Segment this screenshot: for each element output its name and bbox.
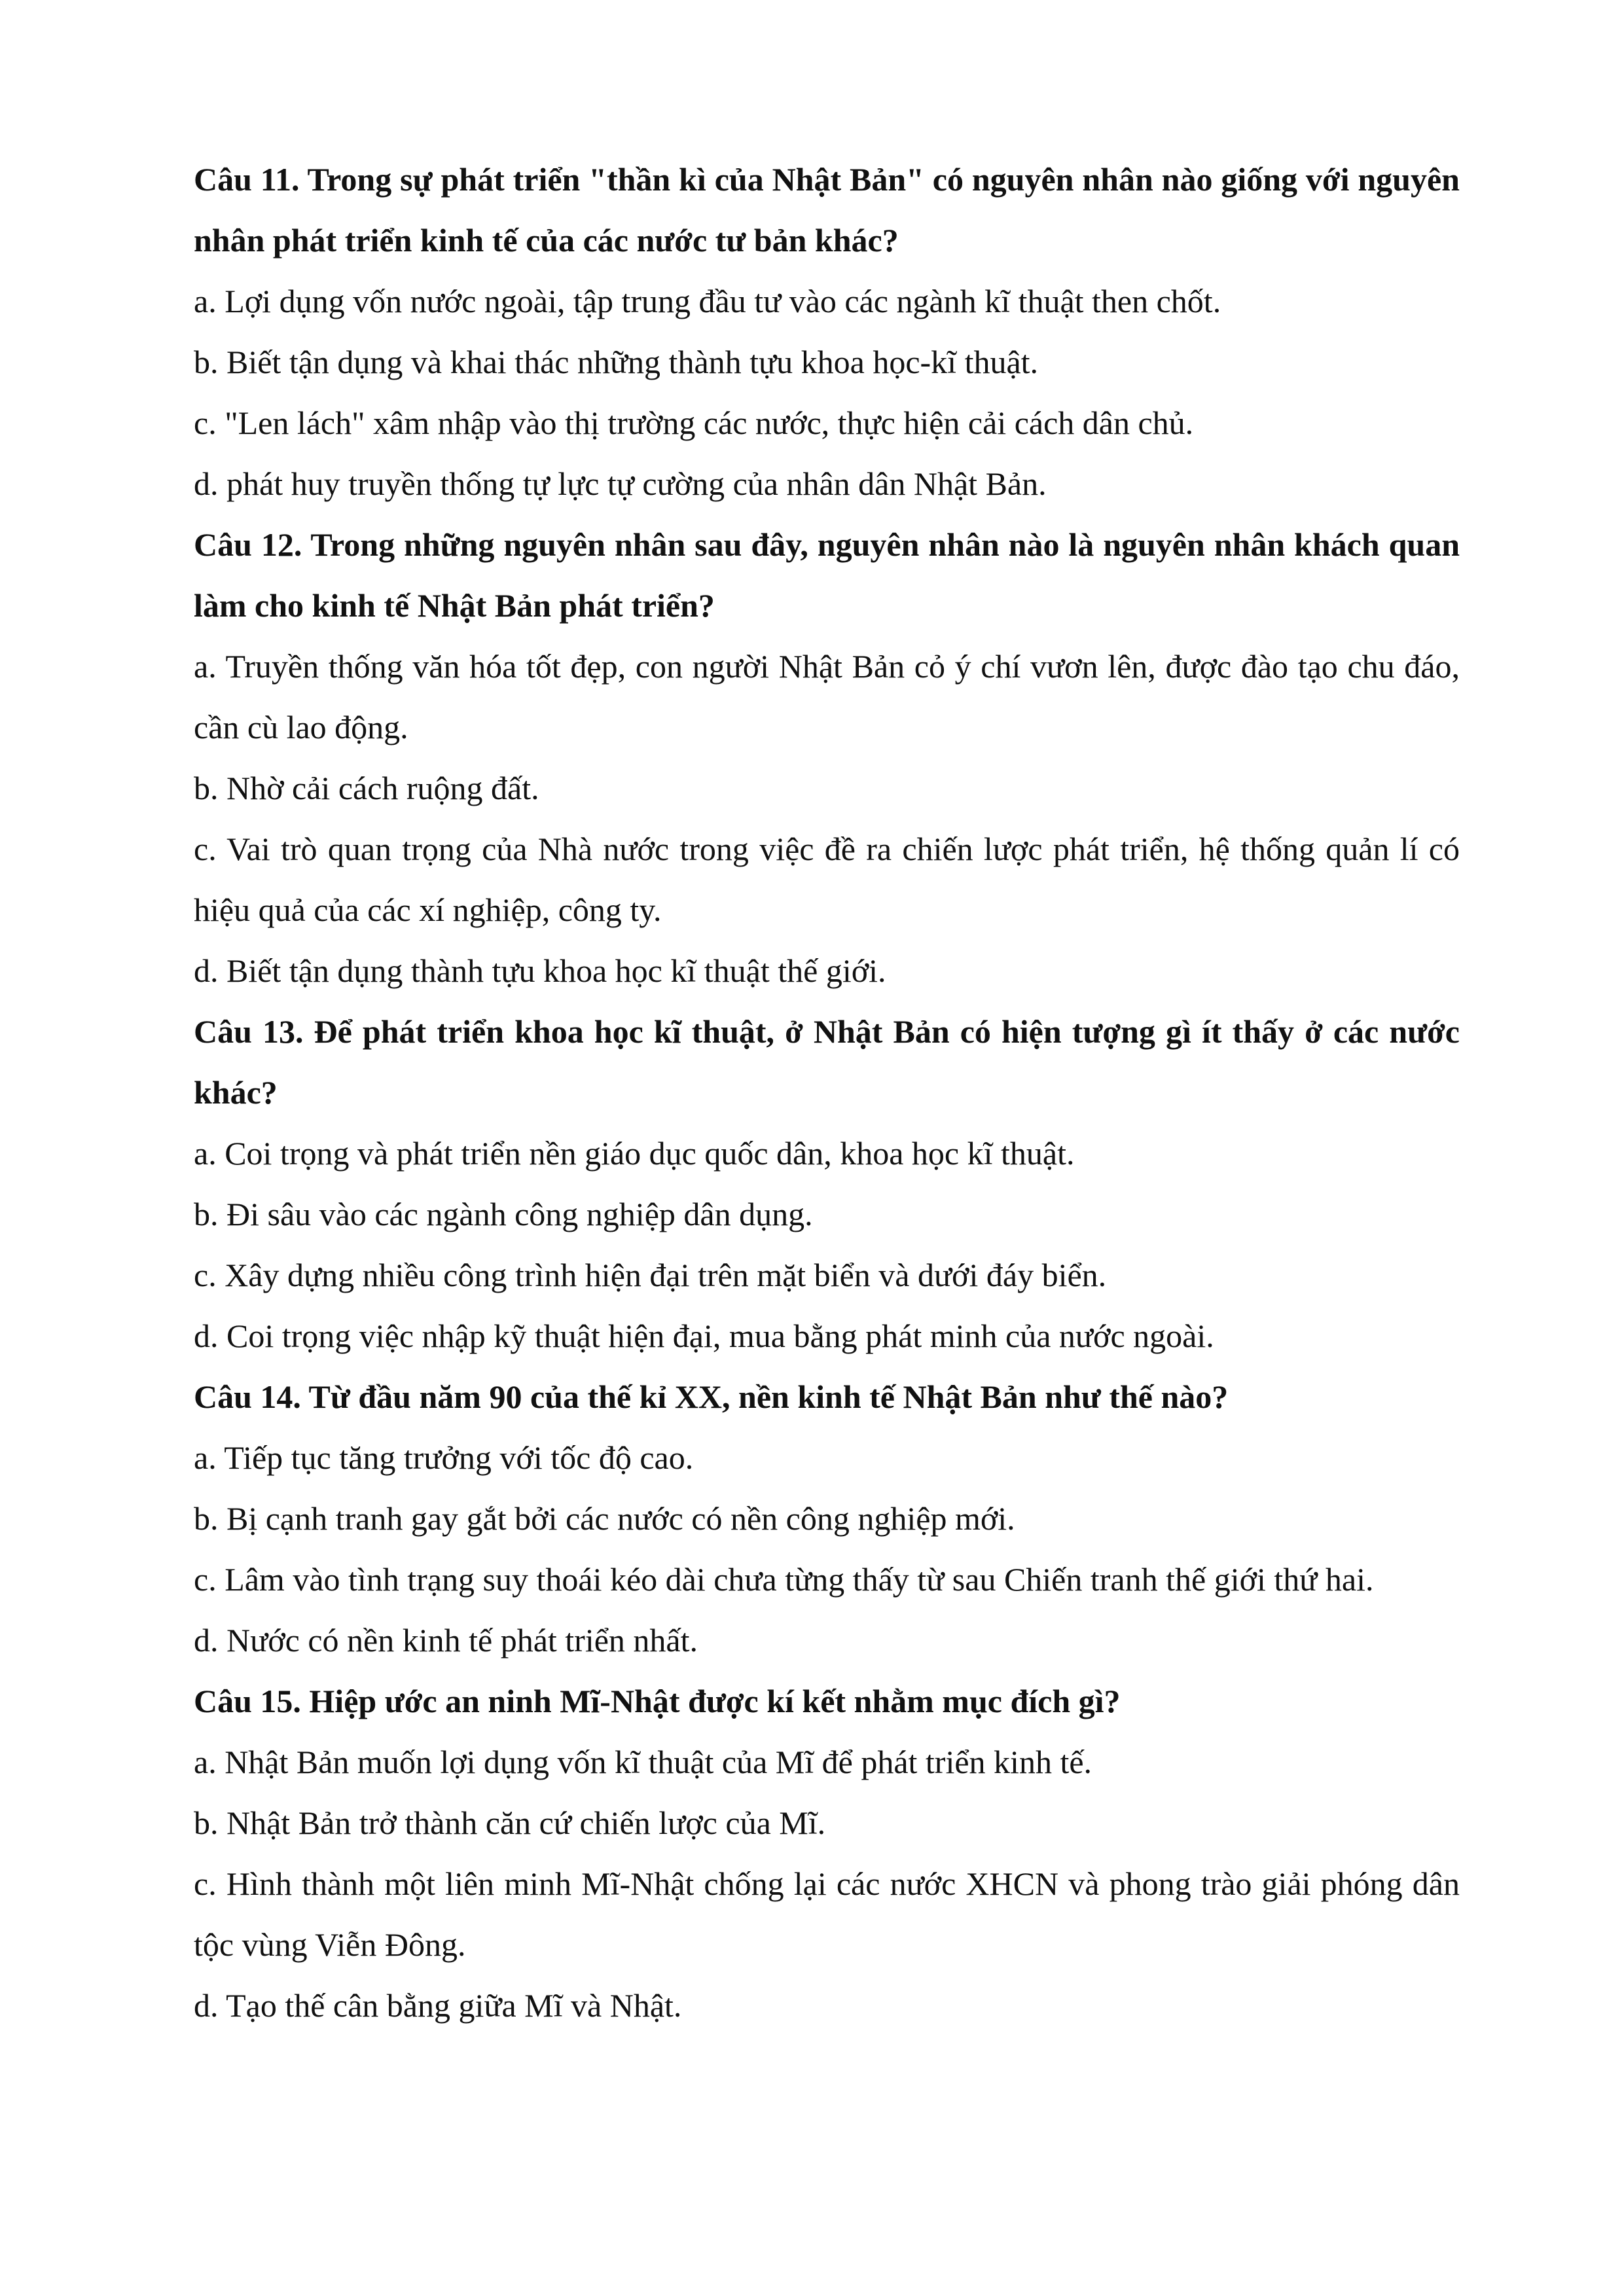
question-14: [194, 1367, 1460, 1671]
option-d: d. Tạo thế cân bằng giữa Mĩ và Nhật.: [194, 1987, 682, 2024]
document-page: [194, 149, 1460, 2036]
option-d: d. phát huy truyền thống tự lực tự cường của nhân dân Nhật Bản.: [194, 465, 1047, 502]
option-c: c. "Len lách" xâm nhập vào thị trường các nước, thực hiện cải cách dân chủ.: [194, 404, 1194, 441]
option-a: a. Nhật Bản muốn lợi dụng vốn kĩ thuật của Mĩ để phát triển kinh tế.: [194, 1744, 1092, 1780]
option-b: b. Bị cạnh tranh gay gắt bởi các nước có nền công nghiệp mới.: [194, 1500, 1015, 1537]
option-a: a. Coi trọng và phát triển nền giáo dục quốc dân, khoa học kĩ thuật.: [194, 1135, 1075, 1172]
option-b: b. Biết tận dụng và khai thác những thành tựu khoa học-kĩ thuật.: [194, 344, 1039, 380]
option-a: a. Tiếp tục tăng trưởng với tốc độ cao.: [194, 1439, 694, 1476]
option-c: c. Vai trò quan trọng của Nhà nước trong việc đề ra chiến lược phát triển, hệ thống quản lí có hiệu quả của các xí nghiệp, công ty.: [194, 831, 1460, 928]
question-text: Câu 15. Hiệp ước an ninh Mĩ-Nhật được kí kết nhằm mục đích gì?: [194, 1683, 1121, 1719]
question-13: [194, 1001, 1460, 1367]
question-text: Câu 12. Trong những nguyên nhân sau đây, nguyên nhân nào là nguyên nhân khách quan làm cho kinh tế Nhật Bản phát triển?: [194, 526, 1460, 624]
option-b: b. Đi sâu vào các ngành công nghiệp dân dụng.: [194, 1196, 813, 1232]
option-c: c. Xây dựng nhiều công trình hiện đại trên mặt biển và dưới đáy biển.: [194, 1257, 1107, 1293]
option-d: d. Coi trọng việc nhập kỹ thuật hiện đại, mua bằng phát minh của nước ngoài.: [194, 1318, 1214, 1354]
question-11: [194, 149, 1460, 514]
option-b: b. Nhật Bản trở thành căn cứ chiến lược của Mĩ.: [194, 1804, 826, 1841]
question-12: [194, 514, 1460, 1001]
option-d: d. Nước có nền kinh tế phát triển nhất.: [194, 1622, 698, 1659]
option-c: c. Lâm vào tình trạng suy thoái kéo dài chưa từng thấy từ sau Chiến tranh thế giới thứ hai.: [194, 1561, 1374, 1598]
question-text: Câu 11. Trong sự phát triển "thần kì của Nhật Bản" có nguyên nhân nào giống với nguyên nhân phát triển kinh tế của các nước tư bản khác?: [194, 161, 1460, 259]
option-b: b. Nhờ cải cách ruộng đất.: [194, 770, 539, 806]
option-d: d. Biết tận dụng thành tựu khoa học kĩ thuật thế giới.: [194, 952, 886, 989]
option-c: c. Hình thành một liên minh Mĩ-Nhật chống lại các nước XHCN và phong trào giải phóng dân tộc vùng Viễn Đông.: [194, 1865, 1460, 1963]
question-15: [194, 1671, 1460, 2036]
option-a: a. Lợi dụng vốn nước ngoài, tập trung đầu tư vào các ngành kĩ thuật then chốt.: [194, 283, 1221, 319]
question-text: Câu 14. Từ đầu năm 90 của thế kỉ XX, nền kinh tế Nhật Bản như thế nào?: [194, 1378, 1229, 1415]
option-a: a. Truyền thống văn hóa tốt đẹp, con người Nhật Bản cỏ ý chí vươn lên, được đào tạo chu đáo, cần cù lao động.: [194, 648, 1460, 745]
question-text: Câu 13. Để phát triển khoa học kĩ thuật, ở Nhật Bản có hiện tượng gì ít thấy ở các nước khác?: [194, 1013, 1460, 1111]
